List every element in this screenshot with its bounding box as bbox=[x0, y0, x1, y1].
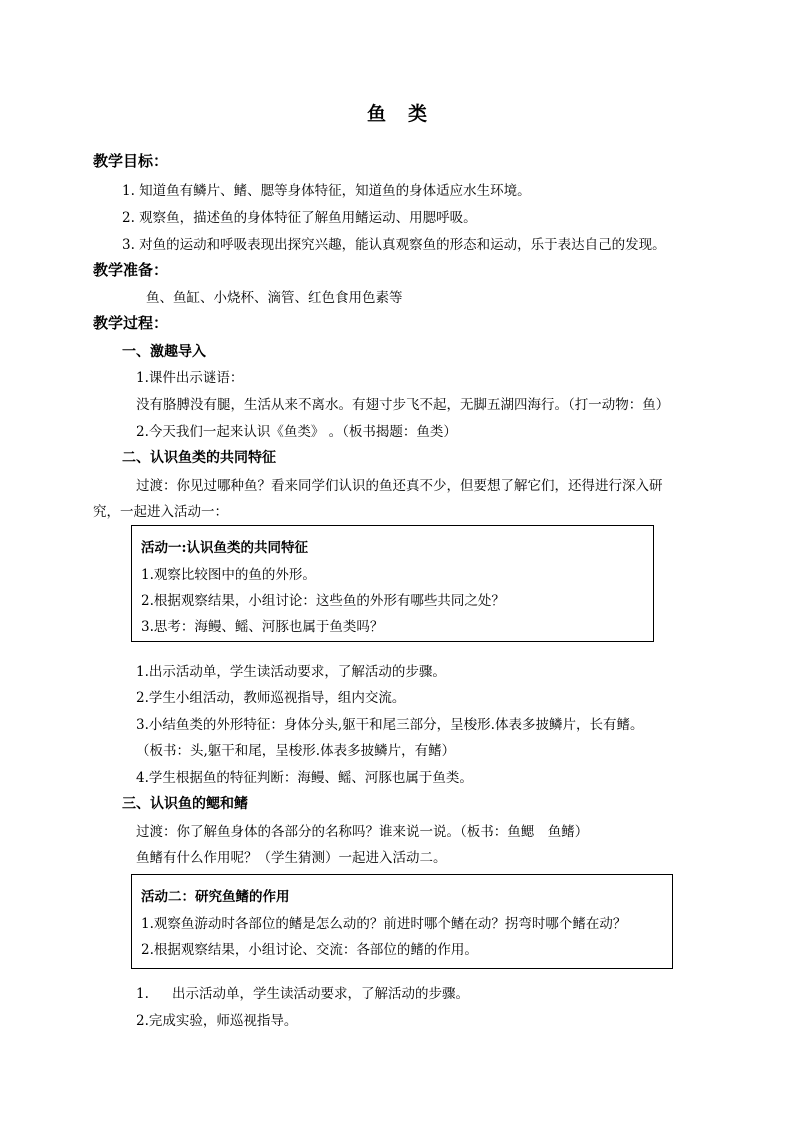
section2-step-3: 3.小结鱼类的外形特征：身体分头,躯干和尾三部分，呈梭形.体表多披鳞片，长有鳍。 bbox=[136, 717, 644, 733]
activity-one-item-1: 1.观察比较图中的鱼的外形。 bbox=[141, 567, 316, 583]
section1-line-1: 1.课件出示谜语： bbox=[136, 370, 244, 386]
activity-two-title: 活动二：研究鱼鳍的作用 bbox=[141, 889, 290, 905]
section2-transition-2: 究，一起进入活动一： bbox=[93, 504, 228, 520]
section2-step-2: 2.学生小组活动，教师巡视指导，组内交流。 bbox=[136, 690, 406, 706]
section1-heading: 一、激趣导入 bbox=[122, 344, 206, 360]
section2-transition-1: 过渡：你见过哪种鱼？看来同学们认识的鱼还真不少，但要想了解它们，还得进行深入研 bbox=[136, 478, 663, 494]
section2-step-4: 4.学生根据鱼的特征判断：海鳗、鳐、河豚也属于鱼类。 bbox=[136, 770, 473, 786]
goal-item-2: 2. 观察鱼，描述鱼的身体特征了解鱼用鳍运动、用腮呼吸。 bbox=[122, 210, 477, 226]
activity-one-title: 活动一:认识鱼类的共同特征 bbox=[141, 540, 308, 556]
prep-text: 鱼、鱼缸、小烧杯、滴管、红色食用色素等 bbox=[146, 290, 403, 306]
process-heading: 教学过程： bbox=[93, 314, 169, 332]
goal-item-1: 1. 知道鱼有鳞片、鳍、腮等身体特征，知道鱼的身体适应水生环境。 bbox=[122, 183, 531, 199]
section3-line-1: 过渡：你了解鱼身体的各部分的名称吗？谁来说一说。（板书：鱼鳃 鱼鳍） bbox=[136, 824, 589, 840]
activity-one-box bbox=[131, 525, 654, 642]
prep-heading: 教学准备： bbox=[93, 261, 169, 279]
section1-line-2: 2.今天我们一起来认识《鱼类》 。（板书揭题：鱼类） bbox=[136, 424, 457, 440]
section2-heading: 二、认识鱼类的共同特征 bbox=[122, 450, 276, 466]
activity-two-box bbox=[131, 874, 673, 969]
page-title bbox=[0, 99, 794, 126]
section2-step-1: 1.出示活动单，学生读活动要求，了解活动的步骤。 bbox=[136, 664, 446, 680]
section2-board-note: （板书：头,躯干和尾，呈梭形.体表多披鳞片，有鳍） bbox=[136, 743, 456, 759]
title-part2: 类 bbox=[408, 103, 428, 125]
section3-step-1-text: 出示活动单，学生读活动要求，了解活动的步骤。 bbox=[172, 986, 469, 1002]
activity-two-item-1: 1.观察鱼游动时各部位的鳍是怎么动的？前进时哪个鳍在动？拐弯时哪个鳍在动？ bbox=[141, 916, 627, 932]
section1-riddle: 没有胳膊没有腿，生活从来不离水。有翅寸步飞不起，无脚五湖四海行。（打一动物：鱼） bbox=[136, 397, 670, 413]
activity-one-item-3: 3.思考：海鳗、鳐、河豚也属于鱼类吗？ bbox=[141, 619, 384, 635]
activity-two-item-2: 2.根据观察结果，小组讨论、交流：各部位的鳍的作用。 bbox=[141, 942, 478, 958]
section3-line-2: 鱼鳍有什么作用呢？（学生猜测）一起进入活动二。 bbox=[136, 850, 447, 866]
section3-step-1-number: 1. bbox=[136, 986, 149, 1002]
activity-one-item-2: 2.根据观察结果，小组讨论：这些鱼的外形有哪些共同之处？ bbox=[141, 593, 505, 609]
section3-heading: 三、认识鱼的鳃和鳍 bbox=[122, 796, 248, 812]
goal-item-3: 3. 对鱼的运动和呼吸表现出探究兴趣，能认真观察鱼的形态和运动，乐于表达自己的发现。 bbox=[122, 237, 666, 253]
goals-heading: 教学目标： bbox=[93, 152, 169, 170]
section3-step-2: 2.完成实验，师巡视指导。 bbox=[136, 1013, 298, 1029]
title-part1: 鱼 bbox=[366, 103, 386, 125]
